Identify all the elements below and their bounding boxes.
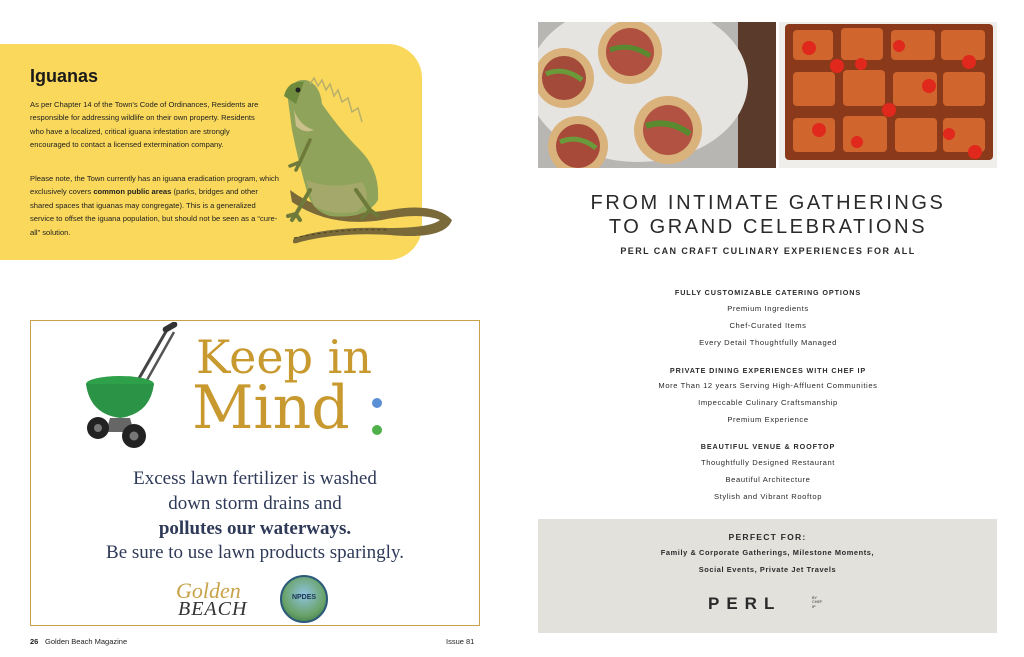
subheadline: PERL CAN CRAFT CULINARY EXPERIENCES FOR ALL: [620, 246, 916, 256]
colon-dot-blue: [372, 398, 382, 408]
private-dining-item: Impeccable Culinary Craftsmanship: [698, 398, 838, 407]
ad-headline-keep-in: Keep in: [196, 330, 372, 384]
ad-headline-mind: Mind: [192, 373, 350, 443]
npdes-logo-label: NPDES: [291, 594, 317, 601]
ad-message-line-3: pollutes our waterways.: [158, 518, 352, 539]
catering-item: Every Detail Thoughtfully Managed: [699, 338, 837, 347]
section-heading-catering: FULLY CUSTOMIZABLE CATERING OPTIONS: [674, 288, 862, 297]
venue-item: Stylish and Vibrant Rooftop: [713, 492, 823, 501]
colon-dot-green: [372, 425, 382, 435]
perl-logo: PERL: [708, 594, 782, 613]
iguana-illustration: [270, 70, 460, 250]
issue-number: Issue 81: [446, 637, 475, 646]
ad-message-line-2: down storm drains and: [168, 493, 342, 514]
section-heading-private-dining: PRIVATE DINING EXPERIENCES WITH CHEF IP: [669, 366, 867, 375]
venue-item: Thoughtfully Designed Restaurant: [700, 458, 836, 467]
perfect-for-line-2: Social Events, Private Jet Travels: [698, 565, 837, 574]
magazine-name: Golden Beach Magazine: [45, 637, 128, 646]
venue-item: Beautiful Architecture: [725, 475, 811, 484]
sandwich-photo: [538, 22, 776, 168]
iguana-heading: Iguanas: [30, 66, 99, 86]
ad-message-line-1: Excess lawn fertilizer is washed: [133, 468, 377, 489]
iguana-paragraph-2: Please note, the Town currently has an iguana eradication program, which exclusively covers common public areas (parks, bridges and other shared spaces that iguanas may congregate). This is a generalized service to offset the iguana population, but should not be seen as a “cure-all” solution.: [30, 174, 279, 237]
iguana-paragraph-1: As per Chapter 14 of the Town's Code of Ordinances, Residents are responsible for addressing wildlife on their own property. Residents who have a localized, critical iguana infestation are strongly encouraged to contact a licensed extermination company.: [30, 100, 259, 150]
fertilizer-spreader-illustration: [80, 322, 190, 452]
golden-beach-logo-beach: BEACH: [178, 598, 248, 620]
private-dining-item: More Than 12 years Serving High-Affluent Communities: [658, 381, 878, 390]
ad-message-line-4: Be sure to use lawn products sparingly.: [106, 542, 404, 563]
perfect-for-title: PERFECT FOR:: [728, 532, 807, 542]
section-heading-venue: BEAUTIFUL VENUE & ROOFTOP: [700, 442, 836, 451]
headline-line-1: FROM INTIMATE GATHERINGS: [590, 192, 946, 214]
page-number: 26: [30, 637, 39, 646]
salmon-tray-photo: [779, 22, 997, 168]
catering-item: Premium Ingredients: [727, 304, 809, 313]
private-dining-item: Premium Experience: [727, 415, 809, 424]
headline-line-2: TO GRAND CELEBRATIONS: [608, 216, 928, 238]
perfect-for-line-1: Family & Corporate Gatherings, Milestone Moments,: [660, 548, 875, 557]
catering-item: Chef-Curated Items: [729, 321, 807, 330]
golden-beach-logo-golden: Golden: [176, 578, 241, 603]
perl-logo-subtext: BY CHEF IP: [812, 596, 823, 609]
